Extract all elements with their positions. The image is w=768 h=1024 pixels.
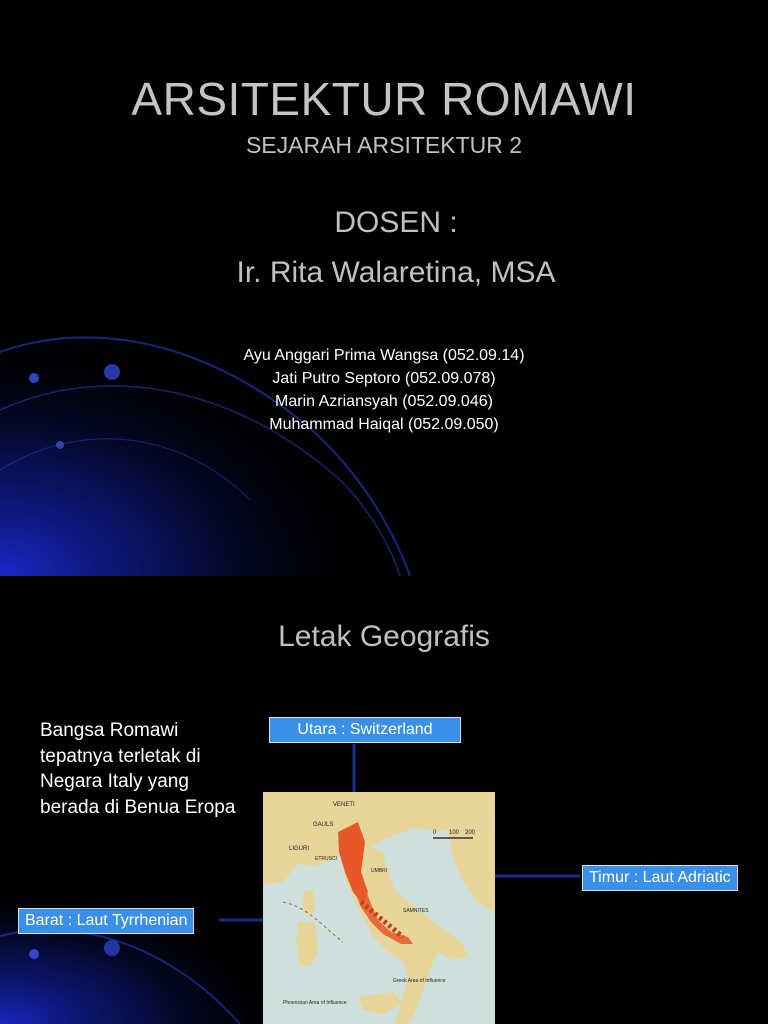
map-label: LIGURI xyxy=(289,846,310,852)
east-border-label: Timur : Laut Adriatic xyxy=(582,865,738,891)
map-label: UMBRI xyxy=(371,868,388,874)
west-border-label: Barat : Laut Tyrrhenian xyxy=(18,908,194,934)
slide-title: Letak Geografis xyxy=(278,620,490,653)
presentation-subtitle: SEJARAH ARSITEKTUR 2 xyxy=(245,132,523,158)
student-list xyxy=(0,344,768,436)
lecturer-label: DOSEN : xyxy=(334,206,458,239)
map-label: GAULS xyxy=(313,822,334,828)
north-border-label: Utara : Switzerland xyxy=(269,717,461,743)
map-label: Greek Area of Influence xyxy=(393,978,446,984)
location-description: Bangsa Romawi tepatnya terletak di Negara Italy yang berada di Benua Eropa xyxy=(40,720,236,818)
student-name: Jati Putro Septoro (052.09.078) xyxy=(272,370,496,387)
student-name: Ayu Anggari Prima Wangsa (052.09.14) xyxy=(243,347,525,364)
italy-map xyxy=(263,792,495,1024)
map-label: VENETI xyxy=(333,802,355,808)
presentation-title: ARSITEKTUR ROMAWI xyxy=(131,73,637,125)
lecturer-name: Ir. Rita Walaretina, MSA xyxy=(236,256,556,289)
geography-slide xyxy=(0,576,768,1024)
scale-label: 200 xyxy=(465,830,476,836)
student-name: Muhammad Haiqal (052.09.050) xyxy=(269,416,499,433)
student-name: Marin Azriansyah (052.09.046) xyxy=(275,393,493,410)
scale-label: 0 xyxy=(433,830,437,836)
map-label: SAMNITES xyxy=(403,908,429,914)
map-label: ETRUSCI xyxy=(315,856,337,862)
map-label: Phoenician Area of Influence xyxy=(283,1000,347,1006)
scale-label: 100 xyxy=(449,830,460,836)
